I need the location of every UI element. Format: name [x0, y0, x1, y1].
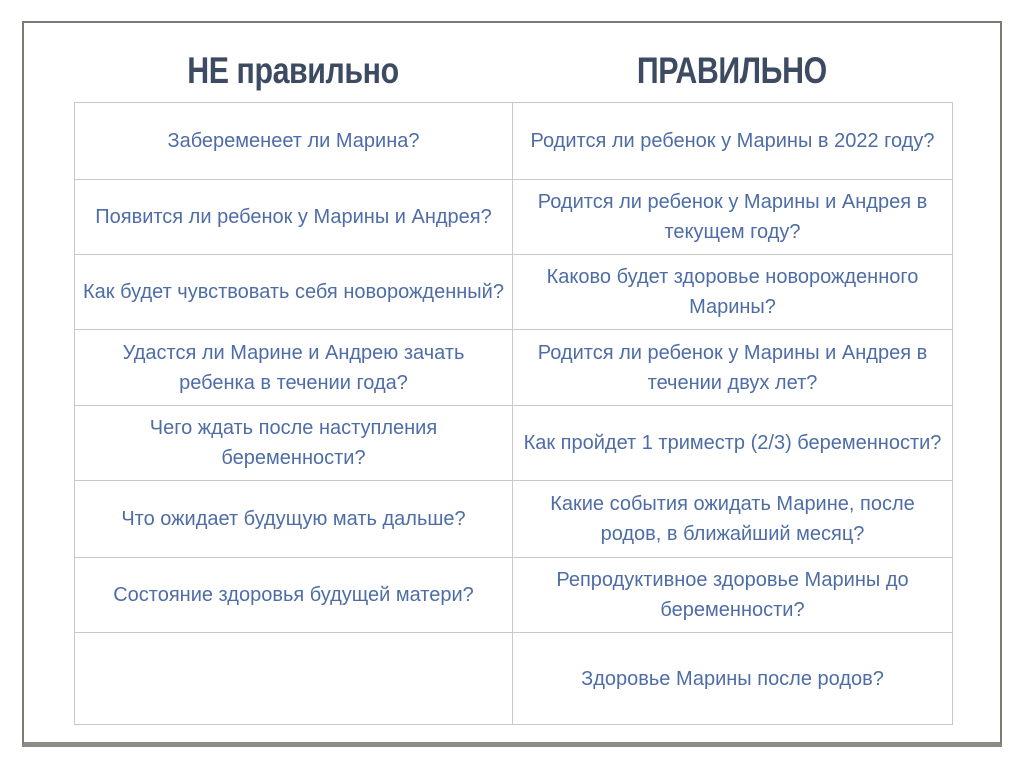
cell-correct: Каково будет здоровье новорожденного Марины? — [513, 255, 953, 330]
table-row — [75, 406, 953, 481]
column-header-incorrect-label: НЕ правильно — [187, 50, 399, 91]
cell-incorrect: Удастся ли Марине и Андрею зачать ребенка в течении года? — [75, 330, 513, 406]
questions-table — [74, 102, 953, 725]
table-row — [75, 558, 953, 633]
cell-incorrect: Состояние здоровья будущей матери? — [75, 558, 513, 633]
slide-frame — [22, 21, 1002, 747]
table-row — [75, 633, 953, 725]
cell-correct: Как пройдет 1 триместр (2/3) беременности? — [513, 406, 953, 481]
cell-correct: Родится ли ребенок у Марины в 2022 году? — [513, 103, 953, 180]
table-row — [75, 103, 953, 180]
cell-incorrect: Чего ждать после наступления беременности? — [75, 406, 513, 481]
column-header-correct — [512, 50, 952, 92]
table-row — [75, 255, 953, 330]
cell-incorrect — [75, 633, 513, 725]
table-row — [75, 330, 953, 406]
column-headers — [74, 50, 952, 92]
cell-correct: Родится ли ребенок у Марины и Андрея в текущем году? — [513, 180, 953, 255]
cell-correct: Здоровье Марины после родов? — [513, 633, 953, 725]
cell-correct: Родится ли ребенок у Марины и Андрея в течении двух лет? — [513, 330, 953, 406]
cell-incorrect: Как будет чувствовать себя новорожденный? — [75, 255, 513, 330]
table-row — [75, 481, 953, 558]
column-header-correct-label: ПРАВИЛЬНО — [637, 50, 827, 91]
cell-incorrect: Забеременеет ли Марина? — [75, 103, 513, 180]
table-row — [75, 180, 953, 255]
cell-correct: Какие события ожидать Марине, после родов, в ближайший месяц? — [513, 481, 953, 558]
cell-correct: Репродуктивное здоровье Марины до беременности? — [513, 558, 953, 633]
cell-incorrect: Появится ли ребенок у Марины и Андрея? — [75, 180, 513, 255]
cell-incorrect: Что ожидает будущую мать дальше? — [75, 481, 513, 558]
column-header-incorrect — [74, 50, 512, 92]
